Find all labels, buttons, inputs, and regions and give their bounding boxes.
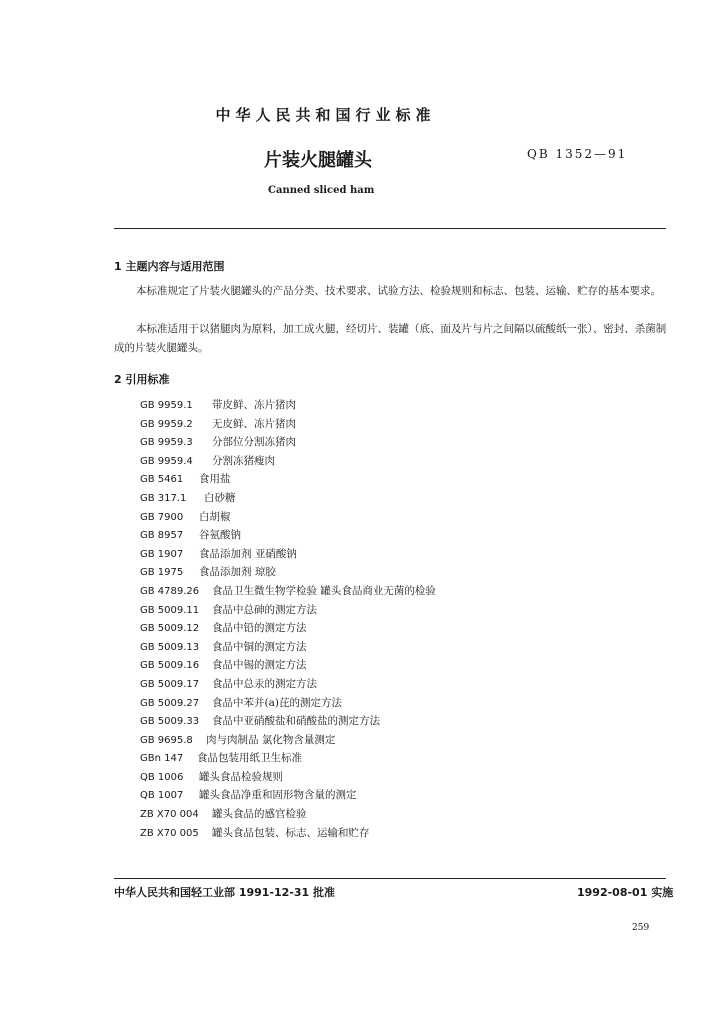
- reference-title: 食品包装用纸卫生标准: [197, 752, 302, 765]
- reference-code: GB 317.1: [140, 492, 187, 504]
- reference-code: QB 1006: [140, 771, 184, 783]
- reference-item: [140, 731, 436, 750]
- reference-title: 食品中总砷的测定方法: [212, 603, 317, 616]
- reference-title: 食品添加剂 亚硝酸钠: [199, 547, 297, 560]
- footer-issuer: 中华人民共和国轻工业部 1991-12-31 批准: [114, 886, 336, 899]
- reference-title: 分割冻猪瘦肉: [212, 454, 275, 467]
- reference-title: 罐头食品检验规则: [199, 770, 283, 783]
- reference-item: [140, 805, 436, 824]
- reference-title: 肉与肉制品 氯化物含量测定: [206, 733, 336, 746]
- reference-item: [140, 508, 436, 527]
- reference-item: [140, 656, 436, 675]
- reference-title: 食用盐: [199, 473, 231, 486]
- standard-number: QB 1352—91: [527, 147, 628, 161]
- reference-title: 罐头食品包装、标志、运输和贮存: [212, 826, 370, 839]
- reference-code: QB 1007: [140, 790, 184, 802]
- reference-code: ZB X70 004: [140, 809, 199, 821]
- reference-title: 食品中苯并(a)芘的测定方法: [212, 696, 342, 709]
- reference-item: [140, 526, 436, 545]
- reference-item: [140, 694, 436, 713]
- reference-code: GB 4789.26: [140, 585, 200, 597]
- reference-code: GB 9959.2: [140, 418, 193, 430]
- reference-code: GB 9959.3: [140, 437, 193, 449]
- reference-item: [140, 768, 436, 787]
- reference-code: GB 8957: [140, 530, 184, 542]
- reference-title: 食品中总汞的测定方法: [212, 677, 317, 690]
- reference-code: ZB X70 005: [140, 827, 199, 839]
- reference-code: GB 1975: [140, 567, 184, 579]
- reference-title: 罐头食品的感官检验: [212, 808, 307, 821]
- reference-item: [140, 712, 436, 731]
- reference-title: 食品中铜的测定方法: [212, 640, 307, 653]
- reference-item: [140, 489, 436, 508]
- reference-item: [140, 749, 436, 768]
- reference-code: GB 7900: [140, 511, 184, 523]
- document-title: 片装火腿罐头: [264, 150, 372, 171]
- org-header: 中华人民共和国行业标准: [215, 106, 436, 124]
- reference-title: 分部位分割冻猪肉: [212, 436, 296, 449]
- english-title: Canned sliced ham: [268, 185, 375, 196]
- reference-title: 食品卫生微生物学检验 罐头食品商业无菌的检验: [212, 584, 436, 597]
- reference-item: [140, 638, 436, 657]
- reference-title: 带皮鲜、冻片猪肉: [212, 399, 296, 411]
- header-rule: [114, 228, 666, 229]
- reference-item: [140, 545, 436, 564]
- reference-code: GB 5009.11: [140, 604, 200, 616]
- section-heading-references: 2 引用标准: [114, 373, 170, 386]
- reference-code: GB 5009.13: [140, 641, 200, 653]
- reference-code: GB 9695.8: [140, 734, 193, 746]
- scope-paragraph: 本标准规定了片装火腿罐头的产品分类、技术要求、试验方法、检验规则和标志、包装、运输、贮存的基本要求。: [136, 285, 661, 297]
- reference-item: [140, 619, 436, 638]
- reference-item: [140, 470, 436, 489]
- reference-title: 食品中锡的测定方法: [212, 659, 307, 672]
- reference-title: 食品添加剂 琼胶: [199, 566, 276, 579]
- reference-item: [140, 415, 436, 434]
- reference-item: [140, 824, 436, 843]
- reference-item: [140, 582, 436, 601]
- reference-title: 白砂糖: [204, 491, 236, 504]
- reference-item: [140, 675, 436, 694]
- reference-title: 无皮鲜、冻片猪肉: [212, 417, 296, 430]
- reference-code: GB 5009.33: [140, 716, 200, 728]
- reference-item: [140, 786, 436, 805]
- reference-item: [140, 396, 436, 415]
- reference-item: [140, 433, 436, 452]
- reference-item: [140, 452, 436, 471]
- reference-title: 食品中铅的测定方法: [212, 622, 307, 635]
- reference-item: [140, 563, 436, 582]
- reference-code: GB 5009.27: [140, 697, 200, 709]
- reference-code: GB 5461: [140, 474, 184, 486]
- footer-rule: [114, 878, 666, 879]
- reference-code: GB 5009.12: [140, 623, 200, 635]
- page-number: 259: [632, 923, 650, 933]
- reference-title: 谷氨酸钠: [199, 529, 241, 542]
- reference-list: [140, 396, 436, 842]
- reference-item: [140, 601, 436, 620]
- reference-title: 白胡椒: [199, 510, 231, 523]
- section-heading-scope: 1 主题内容与适用范围: [114, 260, 225, 273]
- reference-code: GB 9959.1: [140, 400, 193, 411]
- reference-code: GB 1907: [140, 548, 184, 560]
- reference-code: GB 9959.4: [140, 455, 193, 467]
- reference-code: GB 5009.16: [140, 660, 200, 672]
- reference-title: 食品中亚硝酸盐和硝酸盐的测定方法: [212, 715, 380, 728]
- reference-code: GBn 147: [140, 753, 184, 765]
- reference-code: GB 5009.17: [140, 678, 200, 690]
- scope-paragraph: 本标准适用于以猪腿肉为原料，加工成火腿，经切片、装罐（底、面及片与片之间隔以硫酸纸一张）、密封、杀菌制成的片装火腿罐头。: [114, 323, 667, 354]
- reference-title: 罐头食品净重和固形物含量的测定: [199, 789, 357, 802]
- footer-effective-date: 1992-08-01 实施: [577, 886, 674, 899]
